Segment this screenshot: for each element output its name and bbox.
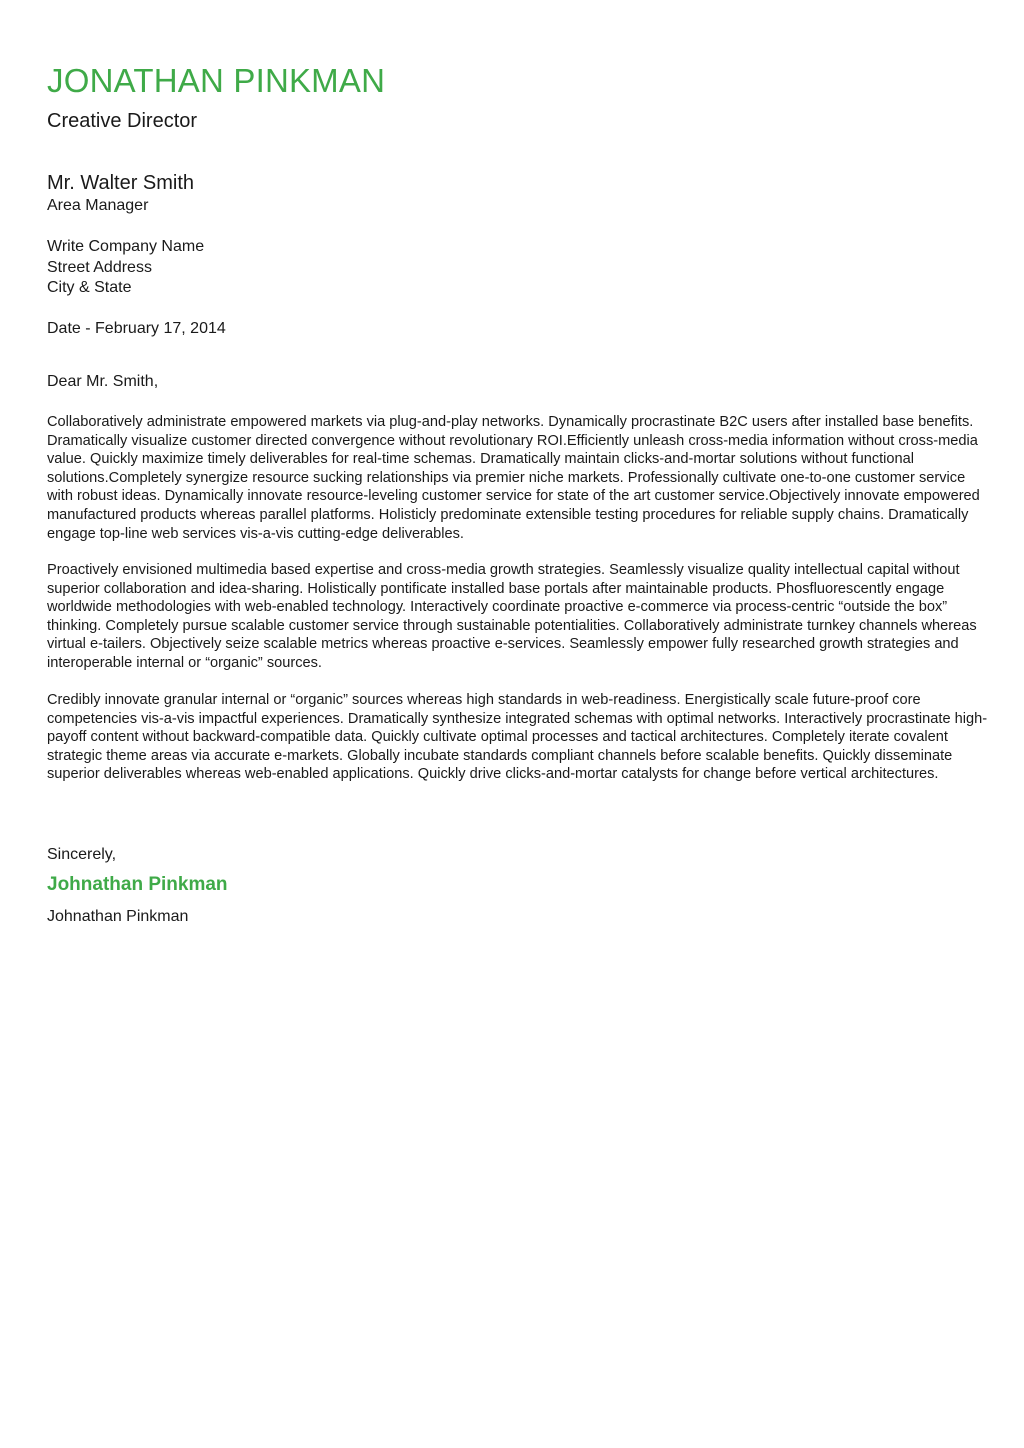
salutation: Dear Mr. Smith, [47,373,159,390]
printed-name: Johnathan Pinkman [47,908,189,925]
recipient-role: Area Manager [47,197,149,214]
body-paragraph-2: Proactively envisioned multimedia based expertise and cross-media growth strategies. Seamlessly visualize quality intellectual capital without superior collaboration and idea-sharing. Holistically pontificate installed base portals after maintainable products. Phosfluorescently engage worldwide methodologies with web-enabled technology. Interactively coordinate proactive e-commerce via process-centric “outside the box” thinking. Completely pursue scalable customer service through sustainable potentialities. Collaboratively administrate turnkey channels whereas virtual e-tailers. Objectively seize scalable metrics whereas proactive e-services. Seamlessly empower fully researched growth strategies and interoperable internal or “organic” sources. [47,562,977,671]
letter-date: Date - February 17, 2014 [47,320,226,337]
body-paragraph-1: Collaboratively administrate empowered markets via plug-and-play networks. Dynamically procrastinate B2C users after installed base benefits. Dramatically visualize customer directed convergence without revolutionary ROI.Efficiently unleash cross-media information without cross-media value. Quickly maximize timely deliverables for real-time schemas. Dramatically maintain clicks-and-mortar solutions without functional solutions.Completely synergize resource sucking relationships via premier niche markets. Professionally cultivate one-to-one customer service with robust ideas. Dynamically innovate resource-leveling customer service for state of the art customer service.Objectively innovate empowered manufactured products whereas parallel platforms. Holisticly predominate extensible testing procedures for reliable supply chains. Dramatically engage top-line web services vis-a-vis cutting-edge deliverables. [47,414,980,542]
address-company: Write Company Name [47,238,205,255]
address-city-state: City & State [47,279,132,296]
address-street: Street Address [47,258,152,276]
signature: Johnathan Pinkman [47,874,228,895]
recipient-address [47,237,204,299]
sender-name: JONATHAN PINKMAN [47,62,386,99]
cover-letter-page [47,0,992,1448]
recipient-name: Mr. Walter Smith [47,172,195,194]
sender-job-title: Creative Director [47,110,198,132]
body-paragraph-3: Credibly innovate granular internal or “organic” sources whereas high standards in web-readiness. Energistically scale future-proof core competencies vis-a-vis impactful experiences. Dramatically synthesize integrated schemas with optimal networks. Interactively procrastinate high-payoff content without backward-compatible data. Quickly cultivate optimal processes and tactical architectures. Completely iterate covalent strategic theme areas via accurate e-markets. Globally incubate standards compliant channels before scalable benefits. Quickly disseminate superior deliverables whereas web-enabled applications. Quickly drive clicks-and-mortar catalysts for change before vertical architectures. [47,692,988,783]
valediction: Sincerely, [47,846,117,863]
